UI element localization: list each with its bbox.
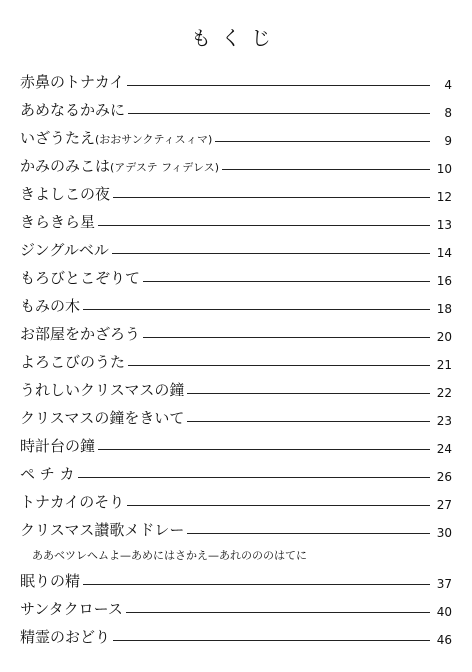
entry-title: きらきら星	[20, 213, 98, 233]
page-number: 18	[436, 302, 452, 316]
toc-entry[interactable]	[20, 297, 452, 319]
toc-entry[interactable]	[20, 521, 452, 543]
toc-entry[interactable]	[20, 213, 452, 235]
medley-subtitle: ああベツレヘムよ—あめにはさかえ—あれのののはてに	[32, 549, 307, 562]
entry-title: きよしこの夜	[20, 185, 113, 205]
page-number: 20	[436, 330, 452, 344]
toc-entry[interactable]	[20, 129, 452, 151]
page-number: 27	[436, 498, 452, 512]
entry-title: クリスマスの鐘をきいて	[20, 409, 187, 429]
entry-title: かみのみこは(アデステ フィデレス)	[20, 157, 222, 177]
entry-title: うれしいクリスマスの鐘	[20, 381, 187, 401]
page-number: 23	[436, 414, 452, 428]
toc-entry[interactable]	[20, 101, 452, 123]
dot-leader	[20, 477, 430, 478]
entry-title: もみの木	[20, 297, 83, 317]
page-number: 8	[444, 106, 452, 120]
entry-title: もろびとこぞりて	[20, 269, 143, 289]
toc-entry[interactable]	[20, 381, 452, 403]
toc-entry[interactable]	[20, 353, 452, 375]
page-number: 40	[436, 605, 452, 619]
toc-entry[interactable]	[20, 572, 452, 594]
toc-entry[interactable]	[20, 409, 452, 431]
toc-entry[interactable]	[20, 437, 452, 459]
entry-title: 精霊のおどり	[20, 628, 113, 648]
toc-entry[interactable]	[20, 325, 452, 347]
entry-title: あめなるかみに	[20, 101, 128, 121]
toc-title: もくじ	[191, 26, 281, 50]
entry-title: ジングルベル	[20, 241, 112, 261]
page-number: 10	[436, 162, 452, 176]
entry-title: ペ チ カ	[20, 465, 78, 485]
page-number: 22	[436, 386, 452, 400]
toc-entry[interactable]	[20, 157, 452, 179]
entry-title: トナカイのそり	[20, 493, 127, 513]
entry-title: お部屋をかざろう	[20, 325, 143, 345]
entry-title: サンタクロース	[20, 600, 126, 620]
page-number: 21	[436, 358, 452, 372]
page-number: 12	[436, 190, 452, 204]
entry-title: よろこびのうた	[20, 353, 128, 373]
toc-entry[interactable]	[20, 269, 452, 291]
page-number: 30	[436, 526, 452, 540]
page-number: 46	[436, 633, 452, 647]
toc-entry[interactable]	[20, 73, 452, 95]
entry-title: いざうたえ(おおサンクティスィマ)	[20, 129, 215, 149]
page-number: 13	[436, 218, 452, 232]
page-number: 4	[444, 78, 452, 92]
toc-entry[interactable]	[20, 241, 452, 263]
toc-entry[interactable]	[20, 465, 452, 487]
page-number: 14	[436, 246, 452, 260]
entry-title: 眠りの精	[20, 572, 83, 592]
page-number: 26	[436, 470, 452, 484]
page-number: 16	[436, 274, 452, 288]
entry-title: クリスマス讃歌メドレー	[20, 521, 187, 541]
toc-entry[interactable]	[20, 628, 452, 650]
toc-entry[interactable]	[20, 600, 452, 622]
page-number: 37	[436, 577, 452, 591]
toc-entry[interactable]	[20, 185, 452, 207]
page-number: 9	[444, 134, 452, 148]
entry-title: 時計台の鐘	[20, 437, 98, 457]
entry-title: 赤鼻のトナカイ	[20, 73, 127, 93]
page-number: 24	[436, 442, 452, 456]
toc-entry[interactable]	[20, 493, 452, 515]
